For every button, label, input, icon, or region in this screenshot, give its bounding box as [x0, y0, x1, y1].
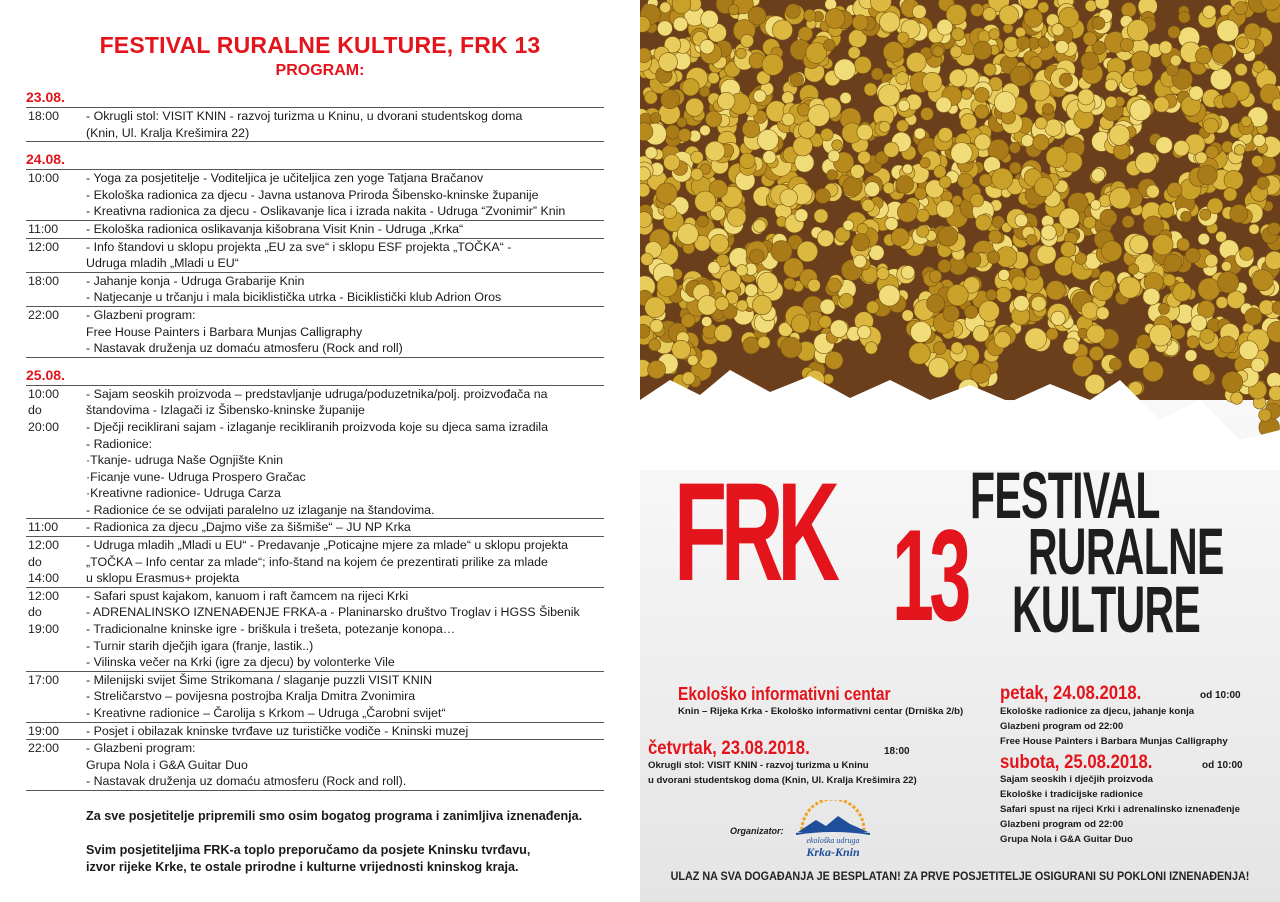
- event-item: - Turnir starih dječjih igara (franje, lastik..): [86, 638, 314, 653]
- time-cell: 10:00: [28, 171, 60, 186]
- time-cell: [28, 203, 86, 220]
- saturday-line: Safari spust na rijeci Krki i adrenalinsko iznenađenje: [1000, 804, 1240, 815]
- row-items: [86, 588, 604, 671]
- row-times: [26, 519, 86, 536]
- row-items: [86, 108, 604, 141]
- time-cell: [28, 340, 86, 357]
- time-cell: 12:00: [28, 239, 60, 254]
- event-item: - Radionice će se odvijati paralelno uz izlaganje na štandovima.: [86, 502, 435, 517]
- schedule-table: [26, 88, 604, 791]
- event-item: (Knin, Ul. Kralja Krešimira 22): [86, 125, 250, 140]
- time-cell: 18:00: [28, 273, 60, 288]
- time-cell: 12:00: [28, 538, 60, 553]
- time-cell: 17:00: [28, 672, 60, 687]
- grapes-photo: [640, 0, 1280, 470]
- program-subtitle: PROGRAM:: [275, 62, 365, 79]
- thursday-line: Okrugli stol: VISIT KNIN - razvoj turizma u Kninu: [648, 760, 869, 771]
- event-item: štandovima - Izlagači iz Šibensko-kninske županije: [86, 403, 365, 418]
- schedule-row: [26, 273, 604, 307]
- poster-page: [640, 0, 1280, 902]
- row-items: [86, 307, 604, 357]
- time-cell: [28, 452, 86, 469]
- row-items: [86, 723, 604, 740]
- event-item: - Radionice:: [86, 436, 153, 451]
- venue-address: Knin – Rijeka Krka - Ekološko informativni centar (Drniška 2/b): [678, 706, 964, 717]
- event-item: - Sajam seoskih proizvoda – predstavljanje udruga/poduzetnika/polj. proizvođača na: [86, 386, 548, 401]
- time-cell: 22:00: [28, 741, 60, 756]
- time-cell: [28, 436, 86, 453]
- time-cell: do: [28, 605, 42, 620]
- friday-date: petak, 24.08.2018.: [1000, 683, 1142, 704]
- schedule-row: [26, 723, 604, 741]
- time-cell: [28, 502, 86, 519]
- event-item: ·Kreativne radionice- Udruga Carza: [86, 486, 281, 501]
- saturday-time: od 10:00: [1202, 760, 1243, 771]
- friday-details: [1000, 704, 1228, 749]
- row-times: [26, 723, 86, 740]
- schedule-row: [26, 221, 604, 239]
- saturday-line: Grupa Nola i G&A Guitar Duo: [1000, 834, 1133, 845]
- event-item: - Posjet i obilazak kninske tvrđave uz turističke vodiče - Kninski muzej: [86, 723, 469, 738]
- closing-line-3: izvor rijeke Krke, te ostale prirodne i kulturne vrijednosti kninskog kraja.: [86, 860, 519, 874]
- closing-text: [86, 808, 626, 876]
- time-cell: 14:00: [28, 571, 60, 586]
- event-item: Udruga mladih „Mladi u EU“: [86, 256, 239, 271]
- row-items: [86, 170, 604, 220]
- event-item: - Ekološka radionica za djecu - Javna ustanova Priroda Šibensko-kninske županije: [86, 187, 539, 202]
- event-item: u sklopu Erasmus+ projekta: [86, 571, 240, 586]
- event-item: ·Ficanje vune- Udruga Prospero Gračac: [86, 469, 306, 484]
- time-cell: [28, 289, 86, 306]
- row-items: [86, 740, 604, 790]
- time-cell: 19:00: [28, 723, 60, 738]
- friday-line: Ekološke radionice za djecu, jahanje konja: [1000, 706, 1195, 717]
- event-item: - Glazbeni program:: [86, 307, 196, 322]
- event-item: - Jahanje konja - Udruga Grabarije Knin: [86, 273, 305, 288]
- saturday-line: Sajam seoskih i dječjih proizvoda: [1000, 774, 1154, 785]
- schedule-row: [26, 588, 604, 672]
- row-items: [86, 386, 604, 519]
- friday-line: Glazbeni program od 22:00: [1000, 721, 1124, 732]
- logo-word-festival: FESTIVAL: [970, 458, 1160, 532]
- row-items: [86, 537, 604, 587]
- event-item: - Kreativne radionice – Čarolija s Krkom – Udruga „Čarobni svijet“: [86, 706, 446, 720]
- event-item: - Udruga mladih „Mladi u EU“ - Predavanje „Poticajne mjere za mlade“ u sklopu projekta: [86, 538, 569, 553]
- time-cell: 20:00: [28, 419, 60, 434]
- row-items: [86, 239, 604, 272]
- event-item: - Dječji reciklirani sajam - izlaganje recikliranih proizvoda koje su djeca sama izradila: [86, 419, 549, 434]
- event-item: Grupa Nola i G&A Guitar Duo: [86, 757, 248, 772]
- friday-line: Free House Painters i Barbara Munjas Calligraphy: [1000, 736, 1228, 747]
- row-times: [26, 273, 86, 306]
- closing-line-1: Za sve posjetitelje pripremili smo osim bogatog programa i zanimljiva iznenađenja.: [86, 809, 583, 823]
- time-cell: [28, 638, 86, 655]
- venue-title: Ekološko informativni centar: [678, 684, 891, 704]
- time-cell: do: [28, 554, 42, 569]
- time-cell: [28, 255, 86, 272]
- logo-frk: FRK: [674, 453, 834, 610]
- event-item: - Radionica za djecu „Dajmo više za šišmiše“ – JU NP Krka: [86, 520, 411, 535]
- schedule-row: [26, 108, 604, 142]
- event-item: - Natjecanje u trčanju i mala biciklistička utrka - Biciklistički klub Adrion Oros: [86, 290, 502, 305]
- saturday-line: Glazbeni program od 22:00: [1000, 819, 1124, 830]
- event-item: „TOČKA – Info centar za mlade“; info-štand na kojem će prezentirati prilike za mlade: [86, 554, 548, 569]
- event-item: Free House Painters i Barbara Munjas Calligraphy: [86, 324, 363, 339]
- schedule-row: [26, 537, 604, 588]
- time-cell: [28, 485, 86, 502]
- row-times: [26, 588, 86, 671]
- event-item: - Glazbeni program:: [86, 741, 196, 756]
- event-item: - Tradicionalne kninske igre - briškula i trešeta, potezanje konopa…: [86, 622, 456, 637]
- day-label: 25.08.: [26, 366, 65, 383]
- schedule-row: [26, 672, 604, 723]
- organizer-name-line-1: ekološka udruga: [806, 836, 860, 845]
- program-title: FESTIVAL RURALNE KULTURE, FRK 13: [99, 32, 541, 58]
- time-cell: 10:00: [28, 386, 60, 401]
- event-item: - Streličarstvo – povijesna postrojba Kralja Dmitra Zvonimira: [86, 689, 416, 704]
- event-item: - Safari spust kajakom, kanuom i raft čamcem na rijeci Krki: [86, 588, 409, 603]
- row-times: [26, 740, 86, 790]
- time-cell: 11:00: [28, 221, 59, 236]
- saturday-date: subota, 25.08.2018.: [1000, 752, 1153, 773]
- time-cell: [28, 757, 86, 774]
- event-item: ·Tkanje- udruga Naše Ognjište Knin: [86, 453, 283, 468]
- row-times: [26, 221, 86, 238]
- event-item: - Nastavak druženja uz domaću atmosferu (Rock and roll): [86, 341, 403, 356]
- time-cell: do: [28, 403, 42, 418]
- row-items: [86, 221, 604, 238]
- row-times: [26, 170, 86, 220]
- logo-13: 13: [892, 502, 967, 648]
- time-cell: 12:00: [28, 588, 60, 603]
- thursday-line: u dvorani studentskog doma (Knin, Ul. Kralja Krešimira 22): [648, 775, 917, 786]
- thursday-date: četvrtak, 23.08.2018.: [648, 738, 810, 759]
- thursday-details: [648, 758, 917, 788]
- row-items: [86, 519, 604, 536]
- event-item: - Info štandovi u sklopu projekta „EU za sve“ i sklopu ESF projekta „TOČKA“ -: [86, 239, 512, 254]
- saturday-line: Ekološke i tradicijske radionice: [1000, 789, 1143, 800]
- day-label: 24.08.: [26, 151, 65, 168]
- schedule-row: [26, 519, 604, 537]
- row-items: [86, 672, 604, 722]
- schedule-row: [26, 307, 604, 358]
- time-cell: 11:00: [28, 520, 59, 535]
- event-item: - Okrugli stol: VISIT KNIN - razvoj turizma u Kninu, u dvorani studentskog doma: [86, 109, 523, 123]
- time-cell: 22:00: [28, 307, 60, 322]
- row-times: [26, 307, 86, 357]
- event-item: - Nastavak druženja uz domaću atmosferu (Rock and roll).: [86, 774, 407, 789]
- time-cell: [28, 324, 86, 341]
- friday-time: od 10:00: [1200, 690, 1241, 701]
- time-cell: [28, 773, 86, 790]
- organizer-name-line-2: Krka-Knin: [806, 845, 860, 859]
- row-times: [26, 239, 86, 272]
- organizer-label: Organizator:: [730, 826, 784, 836]
- logo-word-ruralne: RURALNE: [1028, 514, 1224, 588]
- logo-word-kulture: KULTURE: [1012, 572, 1201, 646]
- time-cell: 19:00: [28, 622, 60, 637]
- row-times: [26, 386, 86, 519]
- free-entry-footer: ULAZ NA SVA DOGAĐANJA JE BESPLATAN! ZA PRVE POSJETITELJE OSIGURANI SU POKLONI IZNENAĐENJA!: [670, 870, 1250, 883]
- saturday-details: [1000, 772, 1240, 847]
- time-cell: [28, 705, 86, 722]
- row-items: [86, 273, 604, 306]
- time-cell: [28, 469, 86, 486]
- time-cell: [28, 125, 86, 142]
- schedule-row: [26, 740, 604, 791]
- event-item: - Ekološka radionica oslikavanja kišobrana Visit Knin - Udruga „Krka“: [86, 221, 464, 236]
- closing-line-2: Svim posjetiteljima FRK-a toplo preporučamo da posjete Kninsku tvrđavu,: [86, 843, 531, 857]
- thursday-time: 18:00: [884, 746, 910, 757]
- time-cell: [28, 688, 86, 705]
- event-item: - ADRENALINSKO IZNENAĐENJE FRKA-a - Planinarsko društvo Troglav i HGSS Šibenik: [86, 605, 580, 620]
- time-cell: [28, 654, 86, 671]
- event-item: - Vilinska večer na Krki (igre za djecu) by volonterke Vile: [86, 655, 395, 670]
- schedule-row: [26, 386, 604, 520]
- day-label: 23.08.: [26, 89, 65, 105]
- row-times: [26, 537, 86, 587]
- time-cell: 18:00: [28, 109, 60, 123]
- schedule-row: [26, 170, 604, 221]
- event-item: - Kreativna radionica za djecu - Oslikavanje lica i izrada nakita - Udruga “Zvonimir” Knin: [86, 204, 566, 219]
- row-times: [26, 672, 86, 722]
- row-times: [26, 108, 86, 141]
- event-item: - Milenijski svijet Šime Strikomana / slaganje puzzli VISIT KNIN: [86, 672, 433, 687]
- event-item: - Yoga za posjetitelje - Voditeljica je učiteljica zen yoge Tatjana Bračanov: [86, 171, 484, 186]
- schedule-row: [26, 239, 604, 273]
- time-cell: [28, 187, 86, 204]
